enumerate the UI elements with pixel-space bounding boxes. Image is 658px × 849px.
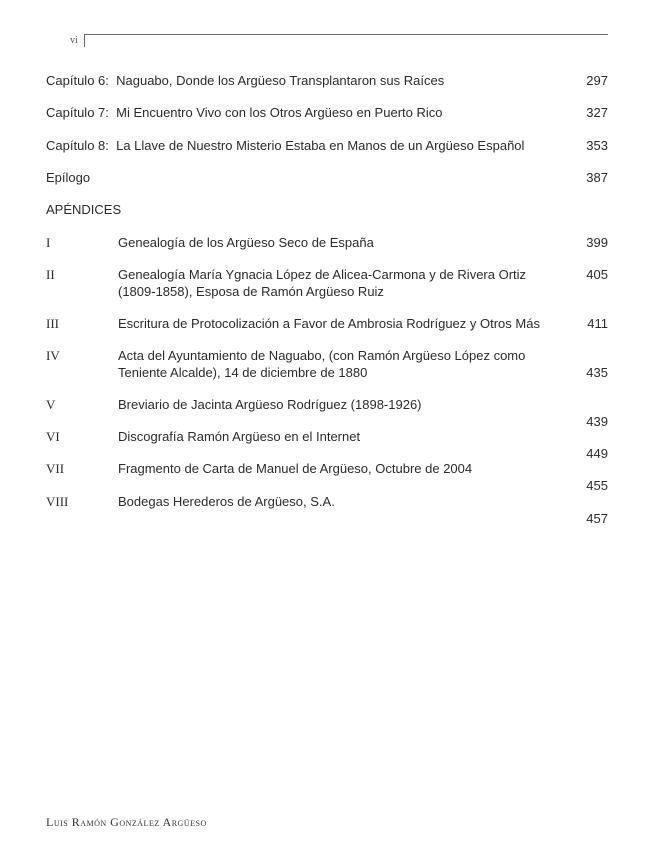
appendix-number: I — [46, 235, 51, 250]
appendix-title: Fragmento de Carta de Manuel de Argüeso, Octubre de 2004 — [118, 461, 473, 476]
appendix-page: 405 — [586, 267, 608, 282]
appendix-title: Discografía Ramón Argüeso en el Internet — [118, 429, 361, 444]
chapter-label: Capítulo 7: Mi Encuentro Vivo con los Otros Argüeso en Puerto Rico — [46, 105, 443, 120]
appendix-page: 455 — [586, 478, 608, 493]
chapter-page: 297 — [586, 73, 608, 88]
toc-chapter-7[interactable] — [46, 104, 608, 121]
appendix-number: VI — [46, 429, 60, 444]
toc-epilogue[interactable] — [46, 169, 608, 186]
running-footer-author: Luis Ramón González Argüeso — [46, 815, 207, 829]
appendix-page: 411 — [587, 316, 608, 331]
toc-appendix-viii[interactable] — [46, 493, 608, 527]
appendix-page: 439 — [586, 414, 608, 429]
appendix-title: Escritura de Protocolización a Favor de Ambrosia Rodríguez y Otros Más — [118, 316, 540, 331]
toc-appendix-i[interactable] — [46, 234, 608, 251]
appendix-number: IV — [46, 348, 60, 363]
appendix-page: 435 — [586, 365, 608, 380]
appendix-title: Breviario de Jacinta Argüeso Rodríguez (1898-1926) — [118, 397, 422, 412]
epilogue-label: Epílogo — [46, 170, 91, 185]
header-rule — [84, 34, 608, 35]
appendix-number: V — [46, 397, 56, 412]
appendix-title: Bodegas Herederos de Argüeso, S.A. — [118, 494, 335, 509]
appendix-title: Acta del Ayuntamiento de Naguabo, (con Ramón Argüeso López como Teniente Alcalde), 14 de diciembre de 1880 — [118, 348, 526, 380]
page-number: vi — [70, 35, 78, 46]
appendix-page: 457 — [586, 511, 608, 526]
toc-appendix-iv[interactable] — [46, 347, 608, 381]
chapter-page: 327 — [586, 105, 608, 120]
appendix-page: 399 — [586, 235, 608, 250]
appendix-title: Genealogía de los Argüeso Seco de España — [118, 235, 374, 250]
appendix-number: II — [46, 267, 55, 282]
toc-appendix-vi[interactable] — [46, 428, 608, 462]
appendix-number: VII — [46, 461, 65, 476]
chapter-page: 353 — [586, 138, 608, 153]
appendix-number: VIII — [46, 494, 69, 509]
toc-appendix-iii[interactable] — [46, 315, 608, 332]
toc-appendix-vii[interactable] — [46, 460, 608, 494]
toc-chapter-6[interactable] — [46, 72, 608, 89]
chapter-label: Capítulo 8: La Llave de Nuestro Misterio Estaba en Manos de un Argüeso Español — [46, 138, 525, 153]
toc-chapter-8[interactable] — [46, 137, 608, 154]
chapter-label: Capítulo 6: Naguabo, Donde los Argüeso Transplantaron sus Raíces — [46, 73, 445, 88]
appendix-title: Genealogía María Ygnacia López de Alicea-Carmona y de Rivera Ortiz (1809-1858), Esposa de Ramón Argüeso Ruiz — [118, 267, 527, 299]
appendix-number: III — [46, 316, 59, 331]
appendices-heading: APÉNDICES — [46, 202, 122, 217]
header-rule-vertical — [84, 34, 85, 47]
epilogue-page: 387 — [586, 170, 608, 185]
appendix-page: 449 — [586, 446, 608, 461]
toc-appendix-ii[interactable] — [46, 266, 608, 300]
toc-appendix-v[interactable] — [46, 396, 608, 430]
